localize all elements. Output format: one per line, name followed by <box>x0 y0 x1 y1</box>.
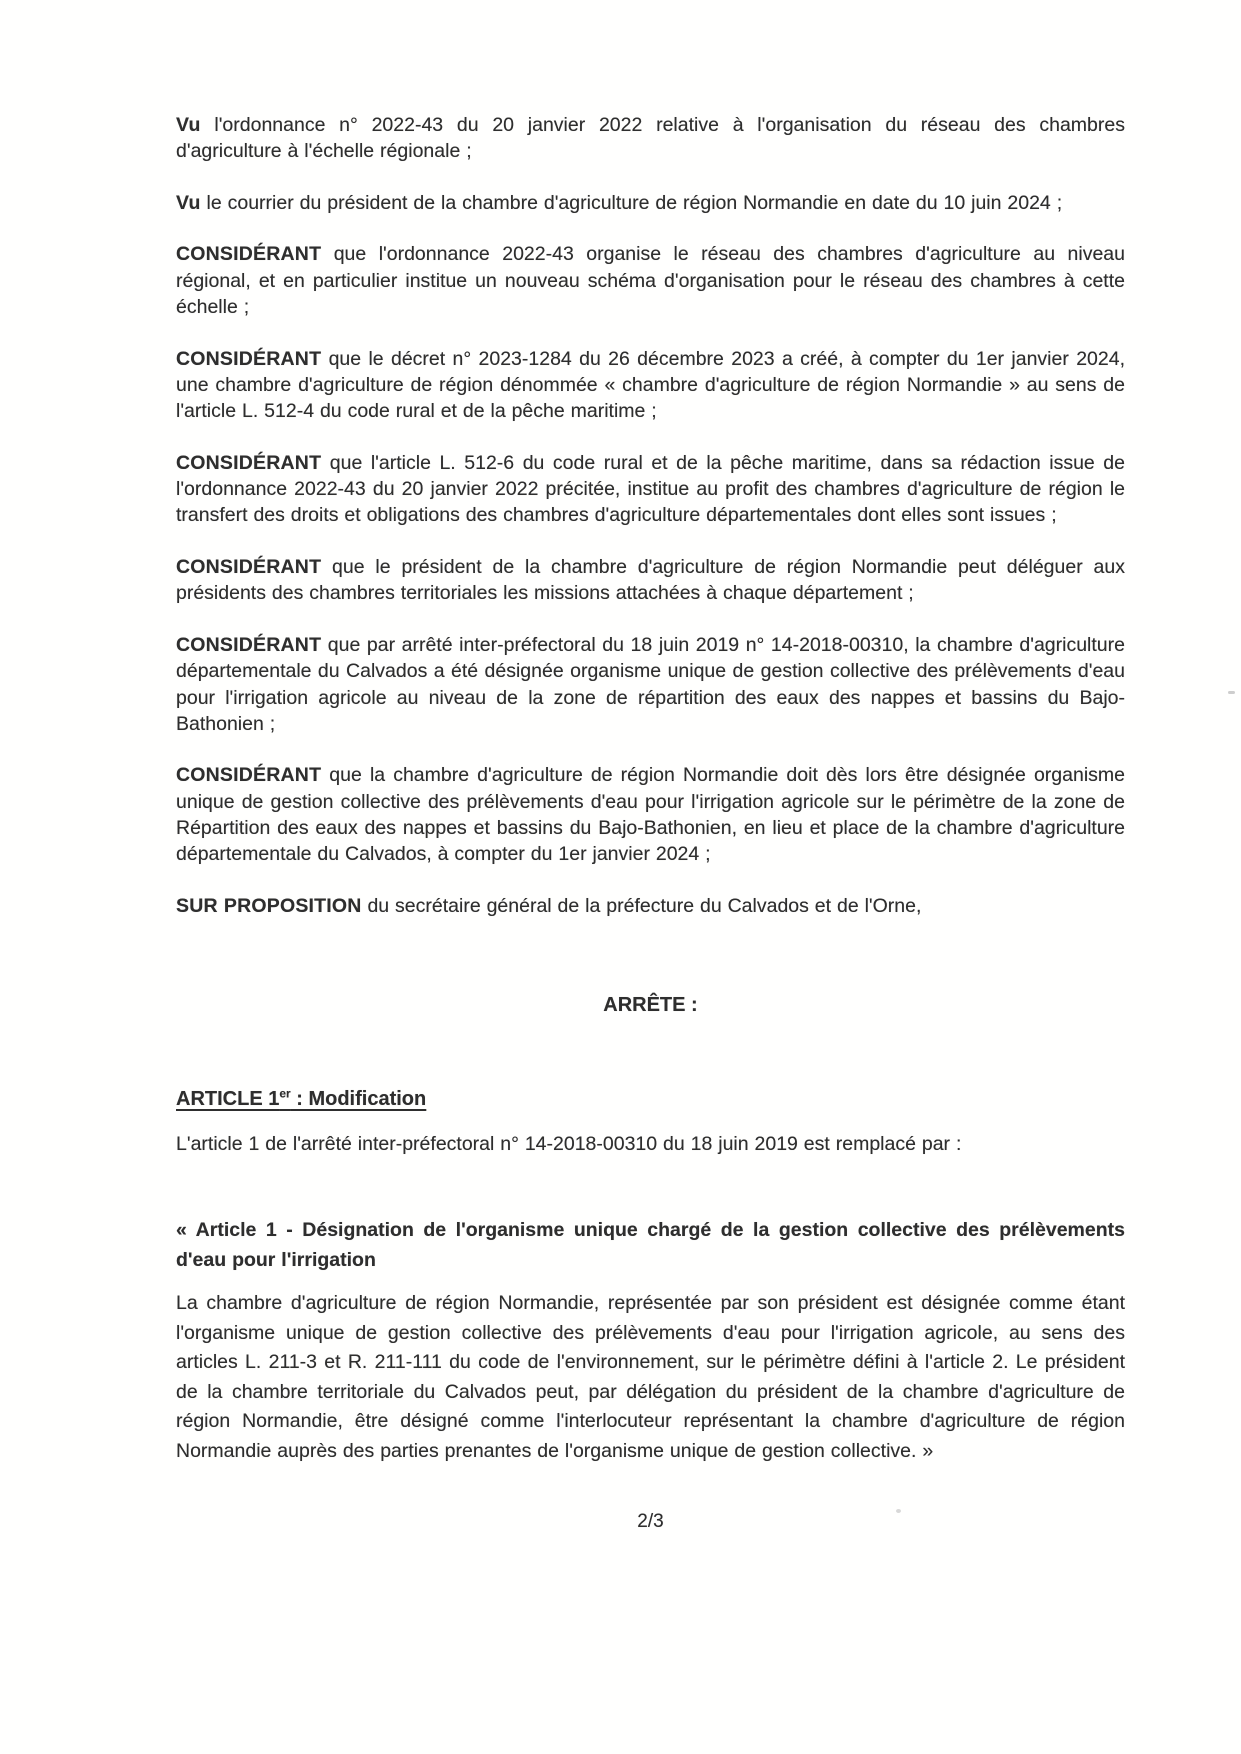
recital-vu-1 <box>176 112 1125 165</box>
scan-artifact-speck <box>896 1509 901 1513</box>
arrete-heading: ARRÊTE : <box>603 994 698 1017</box>
article-1-heading-suffix: : Modification <box>290 1087 427 1110</box>
recital-vu-1-lead: Vu <box>176 114 201 136</box>
recital-sur-proposition <box>176 893 1125 919</box>
scan-artifact-speck <box>1228 691 1235 694</box>
recital-considerant-4-text: que le président de la chambre d'agriculture de région Normandie peut déléguer aux présidents des chambres territoriales les missions attachées à chaque département ; <box>176 556 1125 605</box>
article-1-heading-underlined <box>176 1085 427 1110</box>
article-1-heading-prefix: ARTICLE 1 <box>176 1087 280 1110</box>
recital-considerant-2-lead: CONSIDÉRANT <box>176 347 322 370</box>
recital-vu-2-text: le courrier du président de la chambre d'agriculture de région Normandie en date du 10 juin 2024 ; <box>200 191 1063 214</box>
recital-considerant-4 <box>176 554 1125 607</box>
recital-considerant-5-lead: CONSIDÉRANT <box>176 633 322 656</box>
recital-considerant-3-text: que l'article L. 512-6 du code rural et de la pêche maritime, dans sa rédaction issue de l'ordonnance 2022-43 du 20 janvier 2022 précitée, institue au profit des chambres d'agriculture de région le transfert des droits et obligations des chambres d'agriculture départementales dont elles sont issues ; <box>176 451 1125 527</box>
recital-considerant-3 <box>176 450 1125 529</box>
document-content <box>176 0 1125 1533</box>
recital-sur-proposition-lead: SUR PROPOSITION <box>176 894 362 917</box>
article-1-intro: L'article 1 de l'arrêté inter-préfectoral n° 14-2018-00310 du 18 juin 2019 est remplacé par : <box>176 1132 962 1155</box>
recital-considerant-5-text: que par arrêté inter-préfectoral du 18 juin 2019 n° 14-2018-00310, la chambre d'agriculture départementale du Calvados a été désignée organisme unique de gestion collective des prélèvements d'eau pour l'irrigation agricole au niveau de la zone de répartition des eaux des nappes et bassins du Bajo-Bathonien ; <box>176 633 1125 735</box>
recital-considerant-6 <box>176 762 1125 867</box>
page-number: 2/3 <box>637 1510 664 1532</box>
recital-considerant-3-lead: CONSIDÉRANT <box>176 451 322 474</box>
recital-considerant-6-text: que la chambre d'agriculture de région Normandie doit dès lors être désignée organisme unique de gestion collective des prélèvements d'eau pour l'irrigation agricole sur le périmètre de la zone de Répartition des eaux des nappes et bassins du Bajo-Bathonien, en lieu et place de la chambre d'agriculture départementale du Calvados, à compter du 1er janvier 2024 ; <box>176 764 1125 866</box>
recital-considerant-5 <box>176 632 1125 737</box>
recital-sur-proposition-text: du secrétaire général de la préfecture du Calvados et de l'Orne, <box>361 894 922 917</box>
recital-vu-2-lead: Vu <box>176 191 201 214</box>
recital-considerant-1-lead: CONSIDÉRANT <box>176 243 322 266</box>
recital-considerant-2 <box>176 346 1125 425</box>
recital-considerant-2-text: que le décret n° 2023-1284 du 26 décembre 2023 a créé, à compter du 1er janvier 2024, une chambre d'agriculture de région dénommée « chambre d'agriculture de région Normandie » au sens de l'article L. 512-4 du code rural et de la pêche maritime ; <box>176 347 1125 423</box>
article-1-heading <box>176 1086 1125 1112</box>
recital-vu-2 <box>176 190 1125 216</box>
recital-considerant-1 <box>176 241 1125 320</box>
recital-considerant-6-lead: CONSIDÉRANT <box>176 764 322 787</box>
recital-considerant-1-text: que l'ordonnance 2022-43 organise le réseau des chambres d'agriculture au niveau régional, et en particulier institue un nouveau schéma d'organisation pour le réseau des chambres à cette échelle ; <box>176 243 1125 319</box>
recital-considerant-4-lead: CONSIDÉRANT <box>176 556 322 579</box>
quoted-article-heading: « Article 1 - Désignation de l'organisme unique chargé de la gestion collective des prélèvements d'eau pour l'irrigation <box>176 1219 1125 1272</box>
article-1-heading-superscript: er <box>279 1085 291 1100</box>
quoted-article-body: La chambre d'agriculture de région Normandie, représentée par son président est désignée comme étant l'organisme unique de gestion collective des prélèvements d'eau pour l'irrigation agricole, au sens des articles L. 211-3 et R. 211-111 du code de l'environnement, sur le périmètre défini à l'article 2. Le président de la chambre territoriale du Calvados peut, par délégation du président de la chambre d'agriculture de région Normandie, être désigné comme l'interlocuteur représentant la chambre d'agriculture de région Normandie auprès des parties prenantes de l'organisme unique de gestion collective. » <box>176 1292 1125 1463</box>
recital-vu-1-text: l'ordonnance n° 2022-43 du 20 janvier 2022 relative à l'organisation du réseau des chambres d'agriculture à l'échelle régionale ; <box>176 114 1125 163</box>
